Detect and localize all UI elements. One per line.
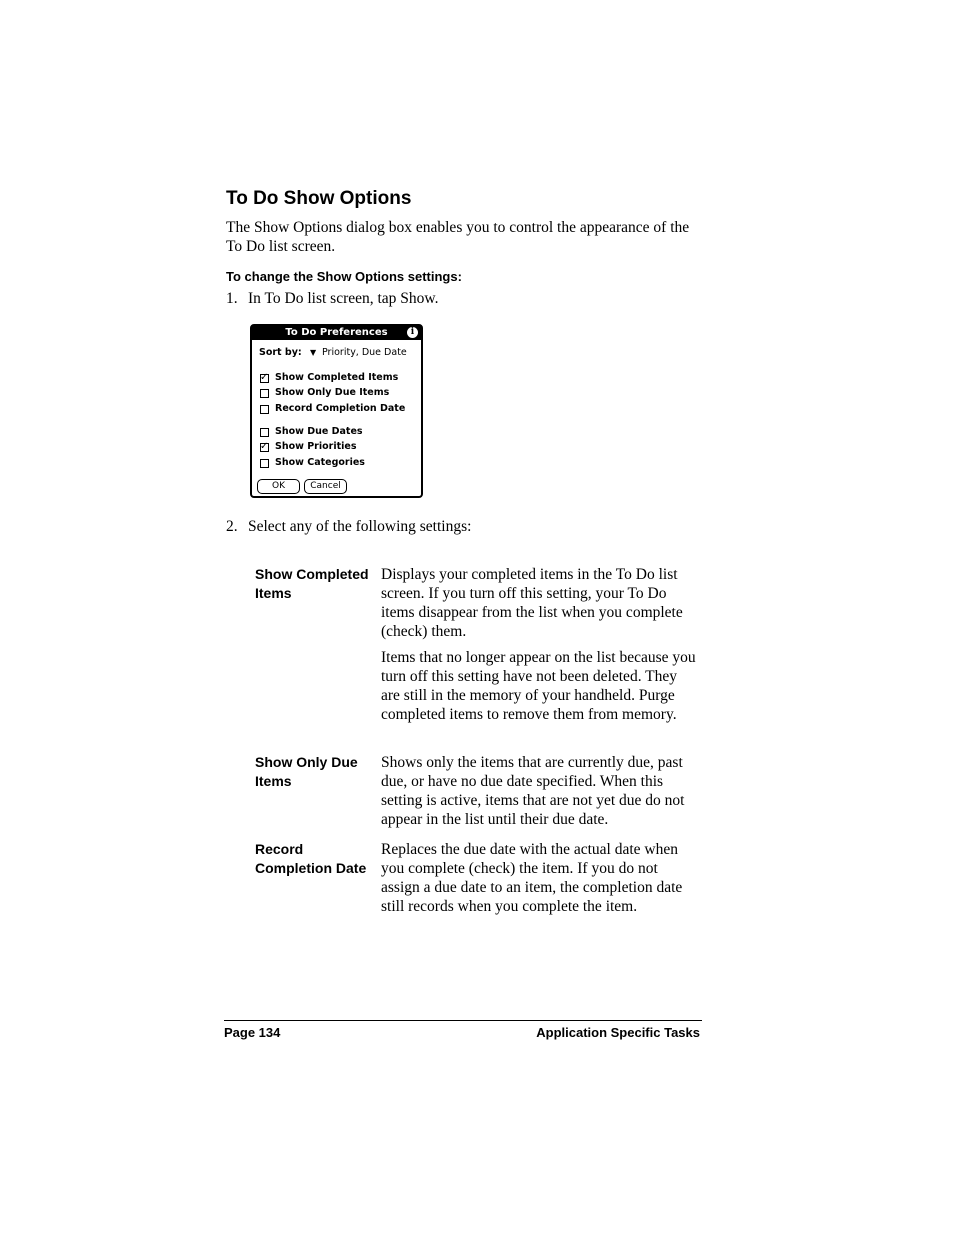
info-icon[interactable]: i bbox=[407, 327, 418, 338]
dialog-title: To Do Preferences bbox=[285, 327, 388, 338]
definition-term: Show Completed Items bbox=[255, 566, 369, 601]
checkmark-icon: ✓ bbox=[260, 441, 269, 452]
checkbox-box[interactable] bbox=[260, 459, 269, 468]
ok-button[interactable]: OK bbox=[257, 479, 300, 494]
checkbox-label: Show Categories bbox=[275, 457, 365, 468]
step-text: In To Do list screen, tap Show. bbox=[248, 290, 439, 307]
cancel-button[interactable]: Cancel bbox=[304, 479, 347, 494]
section-title: To Do Show Options bbox=[226, 188, 412, 209]
definition-term: Record Completion Date bbox=[255, 841, 367, 876]
intro-paragraph: The Show Options dialog box enables you to control the appearance of the To Do list screen. bbox=[226, 219, 690, 255]
definition-term: Show Only Due Items bbox=[255, 754, 358, 789]
checkbox-box[interactable] bbox=[260, 428, 269, 437]
dropdown-arrow-icon[interactable]: ▼ bbox=[310, 348, 317, 357]
checkbox-label: Show Only Due Items bbox=[275, 387, 390, 398]
page-number: Page 134 bbox=[224, 1025, 281, 1040]
checkbox-label: Show Priorities bbox=[275, 441, 357, 452]
footer-rule bbox=[224, 1020, 702, 1021]
checkbox-label: Show Completed Items bbox=[275, 372, 399, 383]
definition-text: Displays your completed items in the To Do list screen. If you turn off this setting, your To Do items disappear from the list when you complete (check) them. bbox=[381, 566, 683, 640]
checkbox-box[interactable] bbox=[260, 405, 269, 414]
step-2 bbox=[226, 517, 471, 536]
chapter-title: Application Specific Tasks bbox=[536, 1025, 700, 1040]
step-number: 2. bbox=[226, 518, 238, 535]
to-do-preferences-dialog bbox=[250, 324, 423, 498]
step-text: Select any of the following settings: bbox=[248, 518, 472, 535]
step-1 bbox=[226, 289, 439, 308]
checkbox-box[interactable] bbox=[260, 389, 269, 398]
procedure-heading: To change the Show Options settings: bbox=[226, 269, 462, 284]
checkbox-label: Show Due Dates bbox=[275, 426, 363, 437]
definition-text: Items that no longer appear on the list because you turn off this setting have not been deleted. They are still in the memory of your handheld. Purge completed items to remove them from memory. bbox=[381, 649, 696, 723]
dialog-titlebar bbox=[252, 326, 421, 340]
checkbox-label: Record Completion Date bbox=[275, 403, 406, 414]
checkmark-icon: ✓ bbox=[260, 372, 269, 383]
definition-text: Shows only the items that are currently due, past due, or have no due date specified. When this setting is active, items that are not yet due do not appear in the list until their due date. bbox=[381, 754, 685, 828]
sort-by-trigger[interactable]: Priority, Due Date bbox=[322, 347, 407, 358]
definition-text: Replaces the due date with the actual date when you complete (check) the item. If you do not assign a due date to an item, the completion date still records when you complete the item. bbox=[381, 841, 683, 915]
sort-by-label: Sort by: bbox=[259, 347, 302, 358]
step-number: 1. bbox=[226, 290, 238, 307]
